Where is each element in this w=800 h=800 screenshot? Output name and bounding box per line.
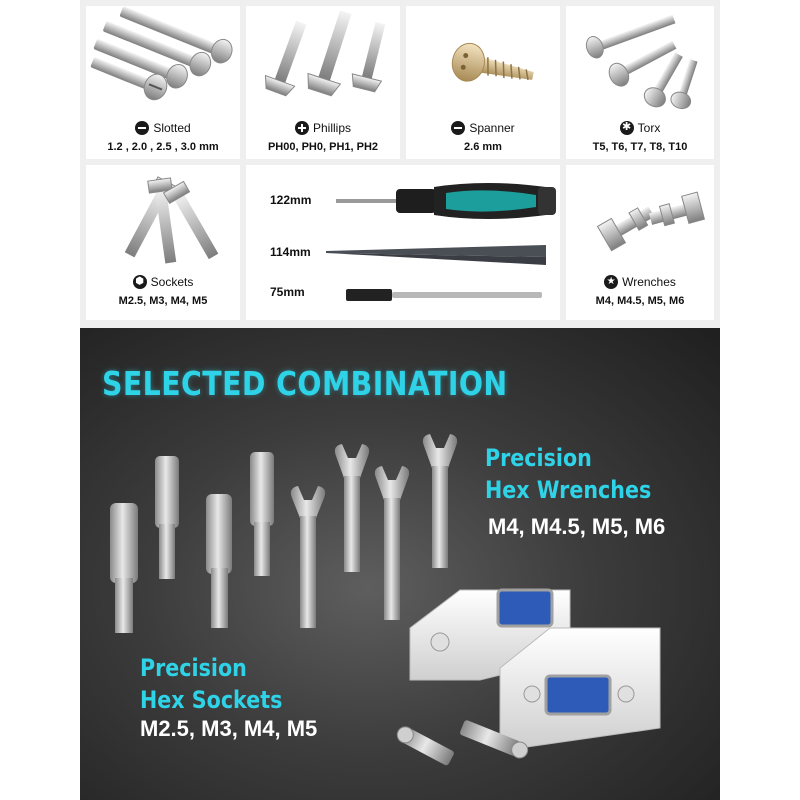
spanner-icon <box>451 121 465 135</box>
phillips-label <box>246 121 400 135</box>
hex-socket-icon: ⬢ <box>133 275 147 289</box>
torx-label <box>566 121 714 135</box>
phillips-card <box>246 6 400 159</box>
sockets-label-text: Sockets <box>150 275 194 289</box>
spanner-card <box>406 6 560 159</box>
screwdriver-length: 122mm <box>270 193 312 207</box>
socket-title-2: Hex Sockets <box>140 686 283 714</box>
sockets-card <box>86 165 240 320</box>
phillips-label-text: Phillips <box>312 121 351 135</box>
tweezers-length: 114mm <box>270 245 311 259</box>
phillips-icon <box>295 121 309 135</box>
socket-bolts-image <box>86 165 240 275</box>
torx-sizes: T5, T6, T7, T8, T10 <box>592 141 688 153</box>
wrenches-card <box>566 165 714 320</box>
wrenches-sizes: M4, M4.5, M5, M6 <box>595 295 685 307</box>
slotted-sizes: 1.2 , 2.0 , 2.5 , 3.0 mm <box>107 141 219 153</box>
product-spec-grid <box>80 0 720 328</box>
slotted-label <box>86 121 240 135</box>
wrench-bolts-image <box>566 165 714 275</box>
wrench-bits <box>291 434 457 628</box>
spanner-label-text: Spanner <box>469 121 515 135</box>
star-icon: ★ <box>604 275 618 289</box>
selected-combination-banner <box>80 328 720 800</box>
phillips-sizes: PH00, PH0, PH1, PH2 <box>267 141 379 153</box>
socket-bits <box>110 452 274 633</box>
wrench-title-1: Precision <box>485 444 592 472</box>
sockets-sizes: M2.5, M3, M4, M5 <box>118 295 208 307</box>
sockets-label <box>86 275 240 289</box>
banner-headline: SELECTED COMBINATION <box>102 364 508 403</box>
wrenches-label <box>566 275 714 289</box>
wrench-sizes: M4, M4.5, M5, M6 <box>488 514 666 539</box>
torx-screws-image <box>566 6 714 116</box>
slotted-label-text: Slotted <box>153 121 191 135</box>
torx-icon: ✱ <box>620 121 634 135</box>
slotted-card <box>86 6 240 159</box>
torx-card <box>566 6 714 159</box>
vga-adapters <box>410 590 660 748</box>
extension-length: 75mm <box>270 285 305 299</box>
wrenches-label-text: Wrenches <box>622 275 676 289</box>
wrench-title-2: Hex Wrenches <box>485 476 652 504</box>
socket-sizes: M2.5, M3, M4, M5 <box>140 716 318 741</box>
torx-label-text: Torx <box>637 121 661 135</box>
spanner-sizes: 2.6 mm <box>464 141 502 153</box>
spanner-label <box>406 121 560 135</box>
tools-image <box>246 165 560 320</box>
tools-card <box>246 165 560 320</box>
socket-title-1: Precision <box>140 654 247 682</box>
slotted-screws-image <box>86 6 240 116</box>
spanner-screw-image <box>406 6 560 116</box>
phillips-screws-image <box>246 6 400 116</box>
slotted-icon <box>135 121 149 135</box>
